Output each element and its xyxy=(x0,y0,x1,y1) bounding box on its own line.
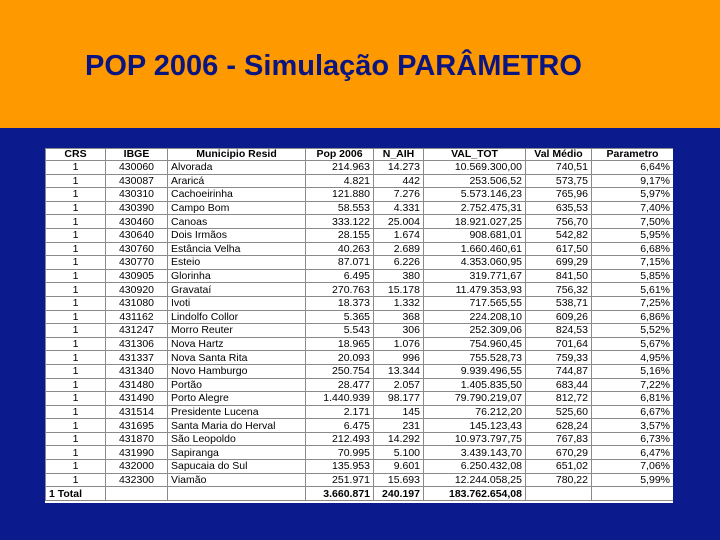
cell-val-medio: 683,44 xyxy=(526,378,592,392)
cell-n-aih: 996 xyxy=(374,351,424,365)
table-row xyxy=(46,296,674,310)
cell-crs: 1 xyxy=(46,473,106,487)
table-row xyxy=(46,242,674,256)
cell-crs: 1 xyxy=(46,174,106,188)
cell-val-medio: 812,72 xyxy=(526,392,592,406)
cell-ibge: 431695 xyxy=(106,419,168,433)
cell-pop: 18.373 xyxy=(306,296,374,310)
table-row xyxy=(46,269,674,283)
cell-ibge: 432000 xyxy=(106,460,168,474)
cell-pop: 28.477 xyxy=(306,378,374,392)
cell-municipio: Sapiranga xyxy=(168,446,306,460)
cell-ibge: 431080 xyxy=(106,296,168,310)
cell-pop: 18.965 xyxy=(306,337,374,351)
cell-ibge: 430920 xyxy=(106,283,168,297)
cell-parametro: 6,64% xyxy=(592,161,674,175)
header-parametro: Parametro xyxy=(592,149,674,161)
table-row xyxy=(46,392,674,406)
cell-ibge: 431337 xyxy=(106,351,168,365)
cell-val-medio: 756,70 xyxy=(526,215,592,229)
cell-val-tot: 224.208,10 xyxy=(424,310,526,324)
table-row xyxy=(46,446,674,460)
cell-ibge: 430460 xyxy=(106,215,168,229)
cell-ibge: 432300 xyxy=(106,473,168,487)
cell-pop: 58.553 xyxy=(306,201,374,215)
cell-val-tot: 754.960,45 xyxy=(424,337,526,351)
cell-val-medio: 573,75 xyxy=(526,174,592,188)
cell-ibge: 430640 xyxy=(106,228,168,242)
cell-parametro: 5,85% xyxy=(592,269,674,283)
total-val-tot: 183.762.654,08 xyxy=(424,487,526,501)
cell-crs: 1 xyxy=(46,378,106,392)
cell-n-aih: 15.178 xyxy=(374,283,424,297)
cell-val-tot: 79.790.219,07 xyxy=(424,392,526,406)
cell-crs: 1 xyxy=(46,161,106,175)
cell-ibge: 430770 xyxy=(106,256,168,270)
cell-parametro: 9,17% xyxy=(592,174,674,188)
cell-val-tot: 1.405.835,50 xyxy=(424,378,526,392)
cell-municipio: Viamão xyxy=(168,473,306,487)
table-row xyxy=(46,161,674,175)
table-row xyxy=(46,201,674,215)
table-row xyxy=(46,405,674,419)
cell-pop: 2.171 xyxy=(306,405,374,419)
cell-ibge: 430310 xyxy=(106,188,168,202)
cell-municipio: Nova Hartz xyxy=(168,337,306,351)
cell-municipio: Nova Santa Rita xyxy=(168,351,306,365)
cell-val-medio: 651,02 xyxy=(526,460,592,474)
cell-n-aih: 13.344 xyxy=(374,364,424,378)
cell-ibge: 430390 xyxy=(106,201,168,215)
cell-val-medio: 635,53 xyxy=(526,201,592,215)
cell-pop: 4.821 xyxy=(306,174,374,188)
cell-parametro: 6,68% xyxy=(592,242,674,256)
cell-ibge: 430060 xyxy=(106,161,168,175)
table-row xyxy=(46,324,674,338)
table-row xyxy=(46,378,674,392)
header-crs: CRS xyxy=(46,149,106,161)
header-val-medio: Val Médio xyxy=(526,149,592,161)
cell-val-tot: 1.660.460,61 xyxy=(424,242,526,256)
total-empty-cell xyxy=(592,487,674,501)
cell-val-medio: 740,51 xyxy=(526,161,592,175)
cell-crs: 1 xyxy=(46,296,106,310)
cell-pop: 28.155 xyxy=(306,228,374,242)
cell-municipio: Morro Reuter xyxy=(168,324,306,338)
cell-val-medio: 780,22 xyxy=(526,473,592,487)
table-body xyxy=(46,161,674,487)
cell-crs: 1 xyxy=(46,405,106,419)
cell-pop: 5.365 xyxy=(306,310,374,324)
table-row xyxy=(46,188,674,202)
table-header-row xyxy=(46,149,674,161)
table-row xyxy=(46,473,674,487)
cell-val-tot: 908.681,01 xyxy=(424,228,526,242)
cell-municipio: Lindolfo Collor xyxy=(168,310,306,324)
cell-crs: 1 xyxy=(46,215,106,229)
cell-parametro: 3,57% xyxy=(592,419,674,433)
cell-n-aih: 15.693 xyxy=(374,473,424,487)
cell-val-medio: 699,29 xyxy=(526,256,592,270)
cell-pop: 5.543 xyxy=(306,324,374,338)
total-empty-cell xyxy=(106,487,168,501)
table-row xyxy=(46,432,674,446)
cell-val-tot: 10.973.797,75 xyxy=(424,432,526,446)
table-row xyxy=(46,351,674,365)
total-pop: 3.660.871 xyxy=(306,487,374,501)
cell-val-medio: 841,50 xyxy=(526,269,592,283)
cell-n-aih: 1.076 xyxy=(374,337,424,351)
cell-pop: 87.071 xyxy=(306,256,374,270)
cell-pop: 6.495 xyxy=(306,269,374,283)
cell-ibge: 431247 xyxy=(106,324,168,338)
cell-val-medio: 609,26 xyxy=(526,310,592,324)
cell-parametro: 5,16% xyxy=(592,364,674,378)
table-total-row xyxy=(46,487,674,501)
cell-ibge: 431990 xyxy=(106,446,168,460)
cell-val-tot: 3.439.143,70 xyxy=(424,446,526,460)
cell-parametro: 5,61% xyxy=(592,283,674,297)
cell-val-medio: 542,82 xyxy=(526,228,592,242)
cell-val-tot: 755.528,73 xyxy=(424,351,526,365)
header-municipio: Municipio Resid xyxy=(168,149,306,161)
table-row xyxy=(46,228,674,242)
cell-pop: 270.763 xyxy=(306,283,374,297)
cell-parametro: 6,81% xyxy=(592,392,674,406)
cell-parametro: 7,22% xyxy=(592,378,674,392)
total-empty-cell xyxy=(526,487,592,501)
cell-n-aih: 1.674 xyxy=(374,228,424,242)
cell-val-tot: 2.752.475,31 xyxy=(424,201,526,215)
cell-crs: 1 xyxy=(46,337,106,351)
cell-municipio: Canoas xyxy=(168,215,306,229)
table-row xyxy=(46,419,674,433)
cell-val-medio: 617,50 xyxy=(526,242,592,256)
cell-parametro: 7,25% xyxy=(592,296,674,310)
cell-pop: 70.995 xyxy=(306,446,374,460)
cell-ibge: 431480 xyxy=(106,378,168,392)
table-row xyxy=(46,310,674,324)
cell-crs: 1 xyxy=(46,460,106,474)
cell-pop: 333.122 xyxy=(306,215,374,229)
cell-n-aih: 98.177 xyxy=(374,392,424,406)
cell-val-medio: 759,33 xyxy=(526,351,592,365)
cell-municipio: Cachoeirinha xyxy=(168,188,306,202)
table-row xyxy=(46,174,674,188)
cell-pop: 40.263 xyxy=(306,242,374,256)
cell-municipio: Porto Alegre xyxy=(168,392,306,406)
cell-val-tot: 4.353.060,95 xyxy=(424,256,526,270)
header-val-tot: VAL_TOT xyxy=(424,149,526,161)
cell-ibge: 431162 xyxy=(106,310,168,324)
cell-ibge: 431490 xyxy=(106,392,168,406)
cell-val-tot: 6.250.432,08 xyxy=(424,460,526,474)
cell-municipio: Gravataí xyxy=(168,283,306,297)
cell-ibge: 431306 xyxy=(106,337,168,351)
cell-val-medio: 767,83 xyxy=(526,432,592,446)
data-table xyxy=(45,148,673,501)
cell-municipio: São Leopoldo xyxy=(168,432,306,446)
cell-municipio: Ivoti xyxy=(168,296,306,310)
cell-crs: 1 xyxy=(46,201,106,215)
slide-header xyxy=(0,0,720,128)
cell-crs: 1 xyxy=(46,188,106,202)
data-table-container xyxy=(45,148,673,503)
table-row xyxy=(46,364,674,378)
cell-val-tot: 145.123,43 xyxy=(424,419,526,433)
cell-pop: 1.440.939 xyxy=(306,392,374,406)
cell-municipio: Santa Maria do Herval xyxy=(168,419,306,433)
header-n-aih: N_AIH xyxy=(374,149,424,161)
cell-n-aih: 14.273 xyxy=(374,161,424,175)
total-n-aih: 240.197 xyxy=(374,487,424,501)
cell-val-medio: 756,32 xyxy=(526,283,592,297)
cell-val-medio: 538,71 xyxy=(526,296,592,310)
cell-val-medio: 525,60 xyxy=(526,405,592,419)
cell-val-tot: 5.573.146,23 xyxy=(424,188,526,202)
cell-n-aih: 1.332 xyxy=(374,296,424,310)
table-row xyxy=(46,337,674,351)
cell-n-aih: 231 xyxy=(374,419,424,433)
cell-parametro: 4,95% xyxy=(592,351,674,365)
cell-municipio: Estância Velha xyxy=(168,242,306,256)
cell-n-aih: 145 xyxy=(374,405,424,419)
cell-crs: 1 xyxy=(46,351,106,365)
cell-val-tot: 717.565,55 xyxy=(424,296,526,310)
cell-crs: 1 xyxy=(46,432,106,446)
cell-crs: 1 xyxy=(46,228,106,242)
cell-municipio: Portão xyxy=(168,378,306,392)
cell-crs: 1 xyxy=(46,419,106,433)
cell-val-tot: 76.212,20 xyxy=(424,405,526,419)
cell-parametro: 6,67% xyxy=(592,405,674,419)
cell-parametro: 7,40% xyxy=(592,201,674,215)
cell-ibge: 430905 xyxy=(106,269,168,283)
cell-crs: 1 xyxy=(46,242,106,256)
cell-pop: 250.754 xyxy=(306,364,374,378)
cell-n-aih: 5.100 xyxy=(374,446,424,460)
cell-val-tot: 11.479.353,93 xyxy=(424,283,526,297)
cell-pop: 6.475 xyxy=(306,419,374,433)
cell-val-tot: 18.921.027,25 xyxy=(424,215,526,229)
cell-municipio: Araricá xyxy=(168,174,306,188)
slide-title: POP 2006 - Simulação PARÂMETRO xyxy=(85,50,582,82)
cell-n-aih: 368 xyxy=(374,310,424,324)
cell-crs: 1 xyxy=(46,256,106,270)
cell-municipio: Campo Bom xyxy=(168,201,306,215)
cell-municipio: Esteio xyxy=(168,256,306,270)
cell-n-aih: 4.331 xyxy=(374,201,424,215)
cell-parametro: 5,97% xyxy=(592,188,674,202)
cell-val-tot: 12.244.058,25 xyxy=(424,473,526,487)
cell-parametro: 6,47% xyxy=(592,446,674,460)
cell-municipio: Dois Irmãos xyxy=(168,228,306,242)
cell-n-aih: 14.292 xyxy=(374,432,424,446)
cell-pop: 20.093 xyxy=(306,351,374,365)
cell-crs: 1 xyxy=(46,324,106,338)
cell-n-aih: 442 xyxy=(374,174,424,188)
cell-ibge: 431514 xyxy=(106,405,168,419)
cell-parametro: 7,50% xyxy=(592,215,674,229)
cell-val-tot: 252.309,06 xyxy=(424,324,526,338)
cell-parametro: 6,86% xyxy=(592,310,674,324)
cell-val-medio: 824,53 xyxy=(526,324,592,338)
cell-parametro: 6,73% xyxy=(592,432,674,446)
total-empty-cell xyxy=(168,487,306,501)
cell-parametro: 5,67% xyxy=(592,337,674,351)
cell-n-aih: 9.601 xyxy=(374,460,424,474)
cell-val-medio: 744,87 xyxy=(526,364,592,378)
cell-val-medio: 701,64 xyxy=(526,337,592,351)
table-row xyxy=(46,256,674,270)
cell-parametro: 5,99% xyxy=(592,473,674,487)
cell-ibge: 430087 xyxy=(106,174,168,188)
cell-n-aih: 306 xyxy=(374,324,424,338)
cell-crs: 1 xyxy=(46,392,106,406)
cell-ibge: 431870 xyxy=(106,432,168,446)
cell-ibge: 430760 xyxy=(106,242,168,256)
cell-municipio: Sapucaia do Sul xyxy=(168,460,306,474)
table-row xyxy=(46,460,674,474)
cell-crs: 1 xyxy=(46,283,106,297)
cell-pop: 251.971 xyxy=(306,473,374,487)
cell-parametro: 7,15% xyxy=(592,256,674,270)
cell-val-medio: 765,96 xyxy=(526,188,592,202)
cell-val-medio: 670,29 xyxy=(526,446,592,460)
cell-pop: 212.493 xyxy=(306,432,374,446)
cell-n-aih: 25.004 xyxy=(374,215,424,229)
cell-pop: 135.953 xyxy=(306,460,374,474)
cell-crs: 1 xyxy=(46,269,106,283)
header-ibge: IBGE xyxy=(106,149,168,161)
cell-ibge: 431340 xyxy=(106,364,168,378)
cell-val-tot: 319.771,67 xyxy=(424,269,526,283)
cell-parametro: 5,52% xyxy=(592,324,674,338)
cell-municipio: Presidente Lucena xyxy=(168,405,306,419)
cell-crs: 1 xyxy=(46,446,106,460)
cell-val-tot: 253.506,52 xyxy=(424,174,526,188)
cell-parametro: 5,95% xyxy=(592,228,674,242)
cell-n-aih: 380 xyxy=(374,269,424,283)
cell-n-aih: 7.276 xyxy=(374,188,424,202)
cell-pop: 121.880 xyxy=(306,188,374,202)
table-row xyxy=(46,215,674,229)
cell-n-aih: 6.226 xyxy=(374,256,424,270)
cell-municipio: Glorinha xyxy=(168,269,306,283)
cell-val-tot: 9.939.496,55 xyxy=(424,364,526,378)
cell-parametro: 7,06% xyxy=(592,460,674,474)
total-label: 1 Total xyxy=(46,487,106,501)
cell-pop: 214.963 xyxy=(306,161,374,175)
cell-municipio: Alvorada xyxy=(168,161,306,175)
cell-val-medio: 628,24 xyxy=(526,419,592,433)
cell-crs: 1 xyxy=(46,364,106,378)
cell-n-aih: 2.689 xyxy=(374,242,424,256)
header-pop-2006: Pop 2006 xyxy=(306,149,374,161)
cell-crs: 1 xyxy=(46,310,106,324)
cell-n-aih: 2.057 xyxy=(374,378,424,392)
cell-municipio: Novo Hamburgo xyxy=(168,364,306,378)
cell-val-tot: 10.569.300,00 xyxy=(424,161,526,175)
table-row xyxy=(46,283,674,297)
